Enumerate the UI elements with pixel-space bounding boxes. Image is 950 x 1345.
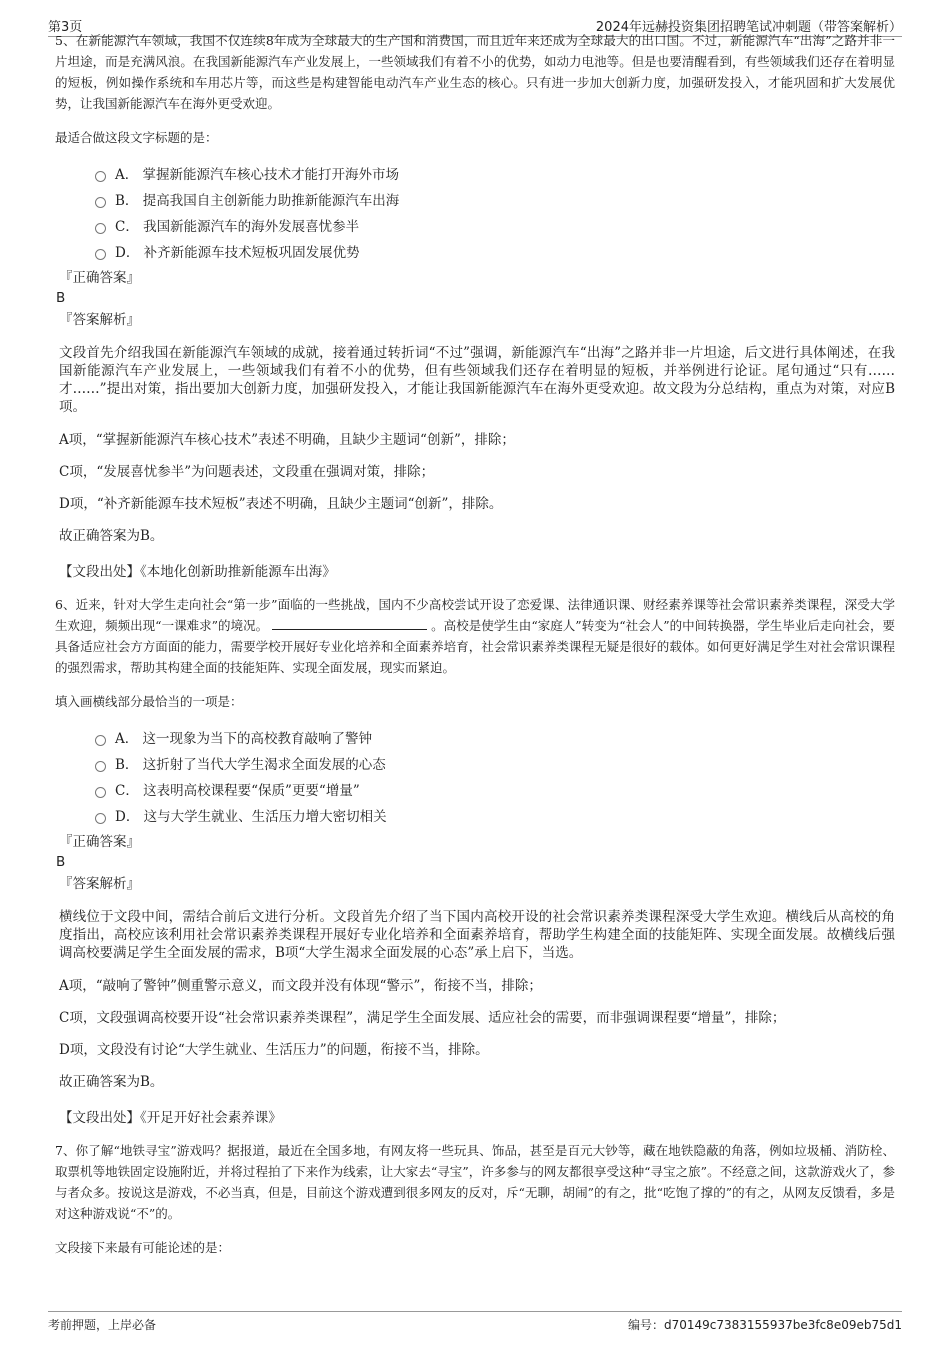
radio-icon[interactable] <box>95 223 106 234</box>
answer-label: 『正确答案』 <box>59 270 140 286</box>
option-a[interactable] <box>95 162 895 188</box>
option-c[interactable] <box>95 778 895 804</box>
option-b[interactable] <box>95 188 895 214</box>
radio-icon[interactable] <box>95 249 106 260</box>
fill-blank <box>272 617 427 630</box>
option-list <box>95 162 895 266</box>
passage-source: 【文段出处】《开足开好社会素养课》 <box>59 1110 282 1126</box>
document-title: 2024年远赫投资集团招聘笔试冲刺题（带答案解析） <box>595 20 902 35</box>
radio-icon[interactable] <box>95 197 106 208</box>
option-label: D． 这与大学生就业、生活压力增大密切相关 <box>115 809 387 825</box>
question-prompt: 最适合做这段文字标题的是： <box>55 130 218 145</box>
page-number: 第3页 <box>48 20 83 35</box>
analysis-line: C项，“发展喜忧参半”为问题表述，文段重在强调对策，排除； <box>59 464 435 480</box>
analysis-line: D项，文段没有讨论“大学生就业、生活压力”的问题，衔接不当，排除。 <box>59 1042 489 1058</box>
passage-source: 【文段出处】《本地化创新助推新能源车出海》 <box>59 564 336 580</box>
option-label: D． 补齐新能源车技术短板巩固发展优势 <box>115 245 360 261</box>
option-list <box>95 726 895 830</box>
analysis-label: 『答案解析』 <box>59 312 140 328</box>
question-passage: 5、在新能源汽车领域，我国不仅连续8年成为全球最大的生产国和消费国，而且近年来还成为全球最大的出口国。不过，新能源汽车“出海”之路并非一片坦途，而是充满风浪。在我国新能源汽车产业发展上，一些领域我们有着不小的优势，如动力电池等。但是也要清醒看到，有些领域我们还存在着明显的短板，例如操作系统和车用芯片等，而这些是构建智能电动汽车产业生态的核心。只有进一步加大创新力度，加强研发投入，才能巩固和扩大发展优势，让我国新能源汽车在海外更受欢迎。 <box>55 33 895 111</box>
option-label: B． 提高我国自主创新能力助推新能源汽车出海 <box>115 193 400 209</box>
analysis-line: A项，“敲响了警钟”侧重警示意义，而文段并没有体现“警示”，衔接不当，排除； <box>59 978 542 994</box>
radio-icon[interactable] <box>95 735 106 746</box>
analysis-line: 故正确答案为B。 <box>59 528 164 544</box>
footer-slogan: 考前押题，上岸必备 <box>48 1318 157 1332</box>
page-footer <box>48 1311 902 1336</box>
question-6 <box>55 594 895 1126</box>
question-prompt: 文段接下来最有可能论述的是： <box>55 1240 231 1255</box>
analysis-line: D项，“补齐新能源车技术短板”表述不明确，且缺少主题词“创新”，排除。 <box>59 496 503 512</box>
option-label: B． 这折射了当代大学生渴求全面发展的心态 <box>115 757 386 773</box>
analysis-label: 『答案解析』 <box>59 876 140 892</box>
analysis-text: 横线位于文段中间，需结合前后文进行分析。文段首先介绍了当下国内高校开设的社会常识素养类课程深受大学生欢迎。横线后从高校的角度指出，高校应该利用社会常识素养类课程开展好专业化培养和全面素养培育，帮助学生构建全面的技能矩阵、实现全面发展。故横线后强调高校要满足学生全面发展的需求，B项“大学生渴求全面发展的心态”承上启下，当选。 <box>59 909 895 961</box>
question-prompt: 填入画横线部分最恰当的一项是： <box>55 694 243 709</box>
option-label: C． 我国新能源汽车的海外发展喜忧参半 <box>115 219 360 235</box>
option-label: A． 掌握新能源汽车核心技术才能打开海外市场 <box>115 167 400 183</box>
radio-icon[interactable] <box>95 813 106 824</box>
option-a[interactable] <box>95 726 895 752</box>
question-7 <box>55 1140 895 1256</box>
radio-icon[interactable] <box>95 787 106 798</box>
option-c[interactable] <box>95 214 895 240</box>
radio-icon[interactable] <box>95 171 106 182</box>
analysis-line: C项，文段强调高校要开设“社会常识素养类课程”，满足学生全面发展、适应社会的需要，而非强调课程要“增量”，排除； <box>59 1010 786 1026</box>
analysis-text: 文段首先介绍我国在新能源汽车领域的成就，接着通过转折词“不过”强调，新能源汽车“出海”之路并非一片坦途，后文进行具体阐述，在我国新能源汽车产业发展上，一些领域我们有着不小的优势，但有些领域我们还存在着明显的短板，并举例进行论证。尾句通过“只有……才……”提出对策，指出要加大创新力度，加强研发投入，才能让我国新能源汽车在海外更受欢迎。故文段为分总结构，重点为对策，对应B项。 <box>59 345 895 415</box>
answer-value: B <box>56 290 66 306</box>
analysis-line: 故正确答案为B。 <box>59 1074 164 1090</box>
answer-value: B <box>56 854 66 870</box>
radio-icon[interactable] <box>95 761 106 772</box>
document-body <box>55 33 895 1272</box>
answer-label: 『正确答案』 <box>59 834 140 850</box>
option-label: C． 这表明高校课程要“保质”更要“增量” <box>115 783 360 799</box>
document-id: 编号：d70149c7383155937be3fc8e09eb75d1 <box>627 1318 902 1332</box>
option-label: A． 这一现象为当下的高校教育敲响了警钟 <box>115 731 373 747</box>
analysis-line: A项，“掌握新能源汽车核心技术”表述不明确，且缺少主题词“创新”，排除； <box>59 432 515 448</box>
option-b[interactable] <box>95 752 895 778</box>
option-d[interactable] <box>95 804 895 830</box>
question-5 <box>55 30 895 580</box>
option-d[interactable] <box>95 240 895 266</box>
question-passage: 7、你了解“地铁寻宝”游戏吗？据报道，最近在全国多地，有网友将一些玩具、饰品，甚至是百元大钞等，藏在地铁隐蔽的角落，例如垃圾桶、消防栓、取票机等地铁固定设施附近，并将过程拍了下来作为线索，让大家去“寻宝”，许多参与的网友都很享受这种“寻宝之旅”。不经意之间，这款游戏火了，参与者众多。按说这是游戏，不必当真，但是，目前这个游戏遭到很多网友的反对，斥“无聊，胡闹”的有之，批“吃饱了撑的”的有之，从网友反馈看，多是对这种游戏说“不”的。 <box>55 1143 895 1221</box>
question-passage: 6、近来，针对大学生走向社会“第一步”面临的一些挑战，国内不少高校尝试开设了恋爱课、法律通识课、财经素养课等社会常识素养类课程，深受大学生欢迎，频频出现“一课难求”的境况。 。高校是使学生由“家庭人”转变为“社会人”的中间转换器，学生毕业后走向社会，要具备适应社会方方面面的能力，需要学校开展好专业化培养和全面素养培育，社会常识素养类课程无疑是很好的载体。如何更好满足学生对社会常识课程的强烈需求，帮助其构建全面的技能矩阵、实现全面发展，现实而紧迫。 <box>55 597 895 675</box>
